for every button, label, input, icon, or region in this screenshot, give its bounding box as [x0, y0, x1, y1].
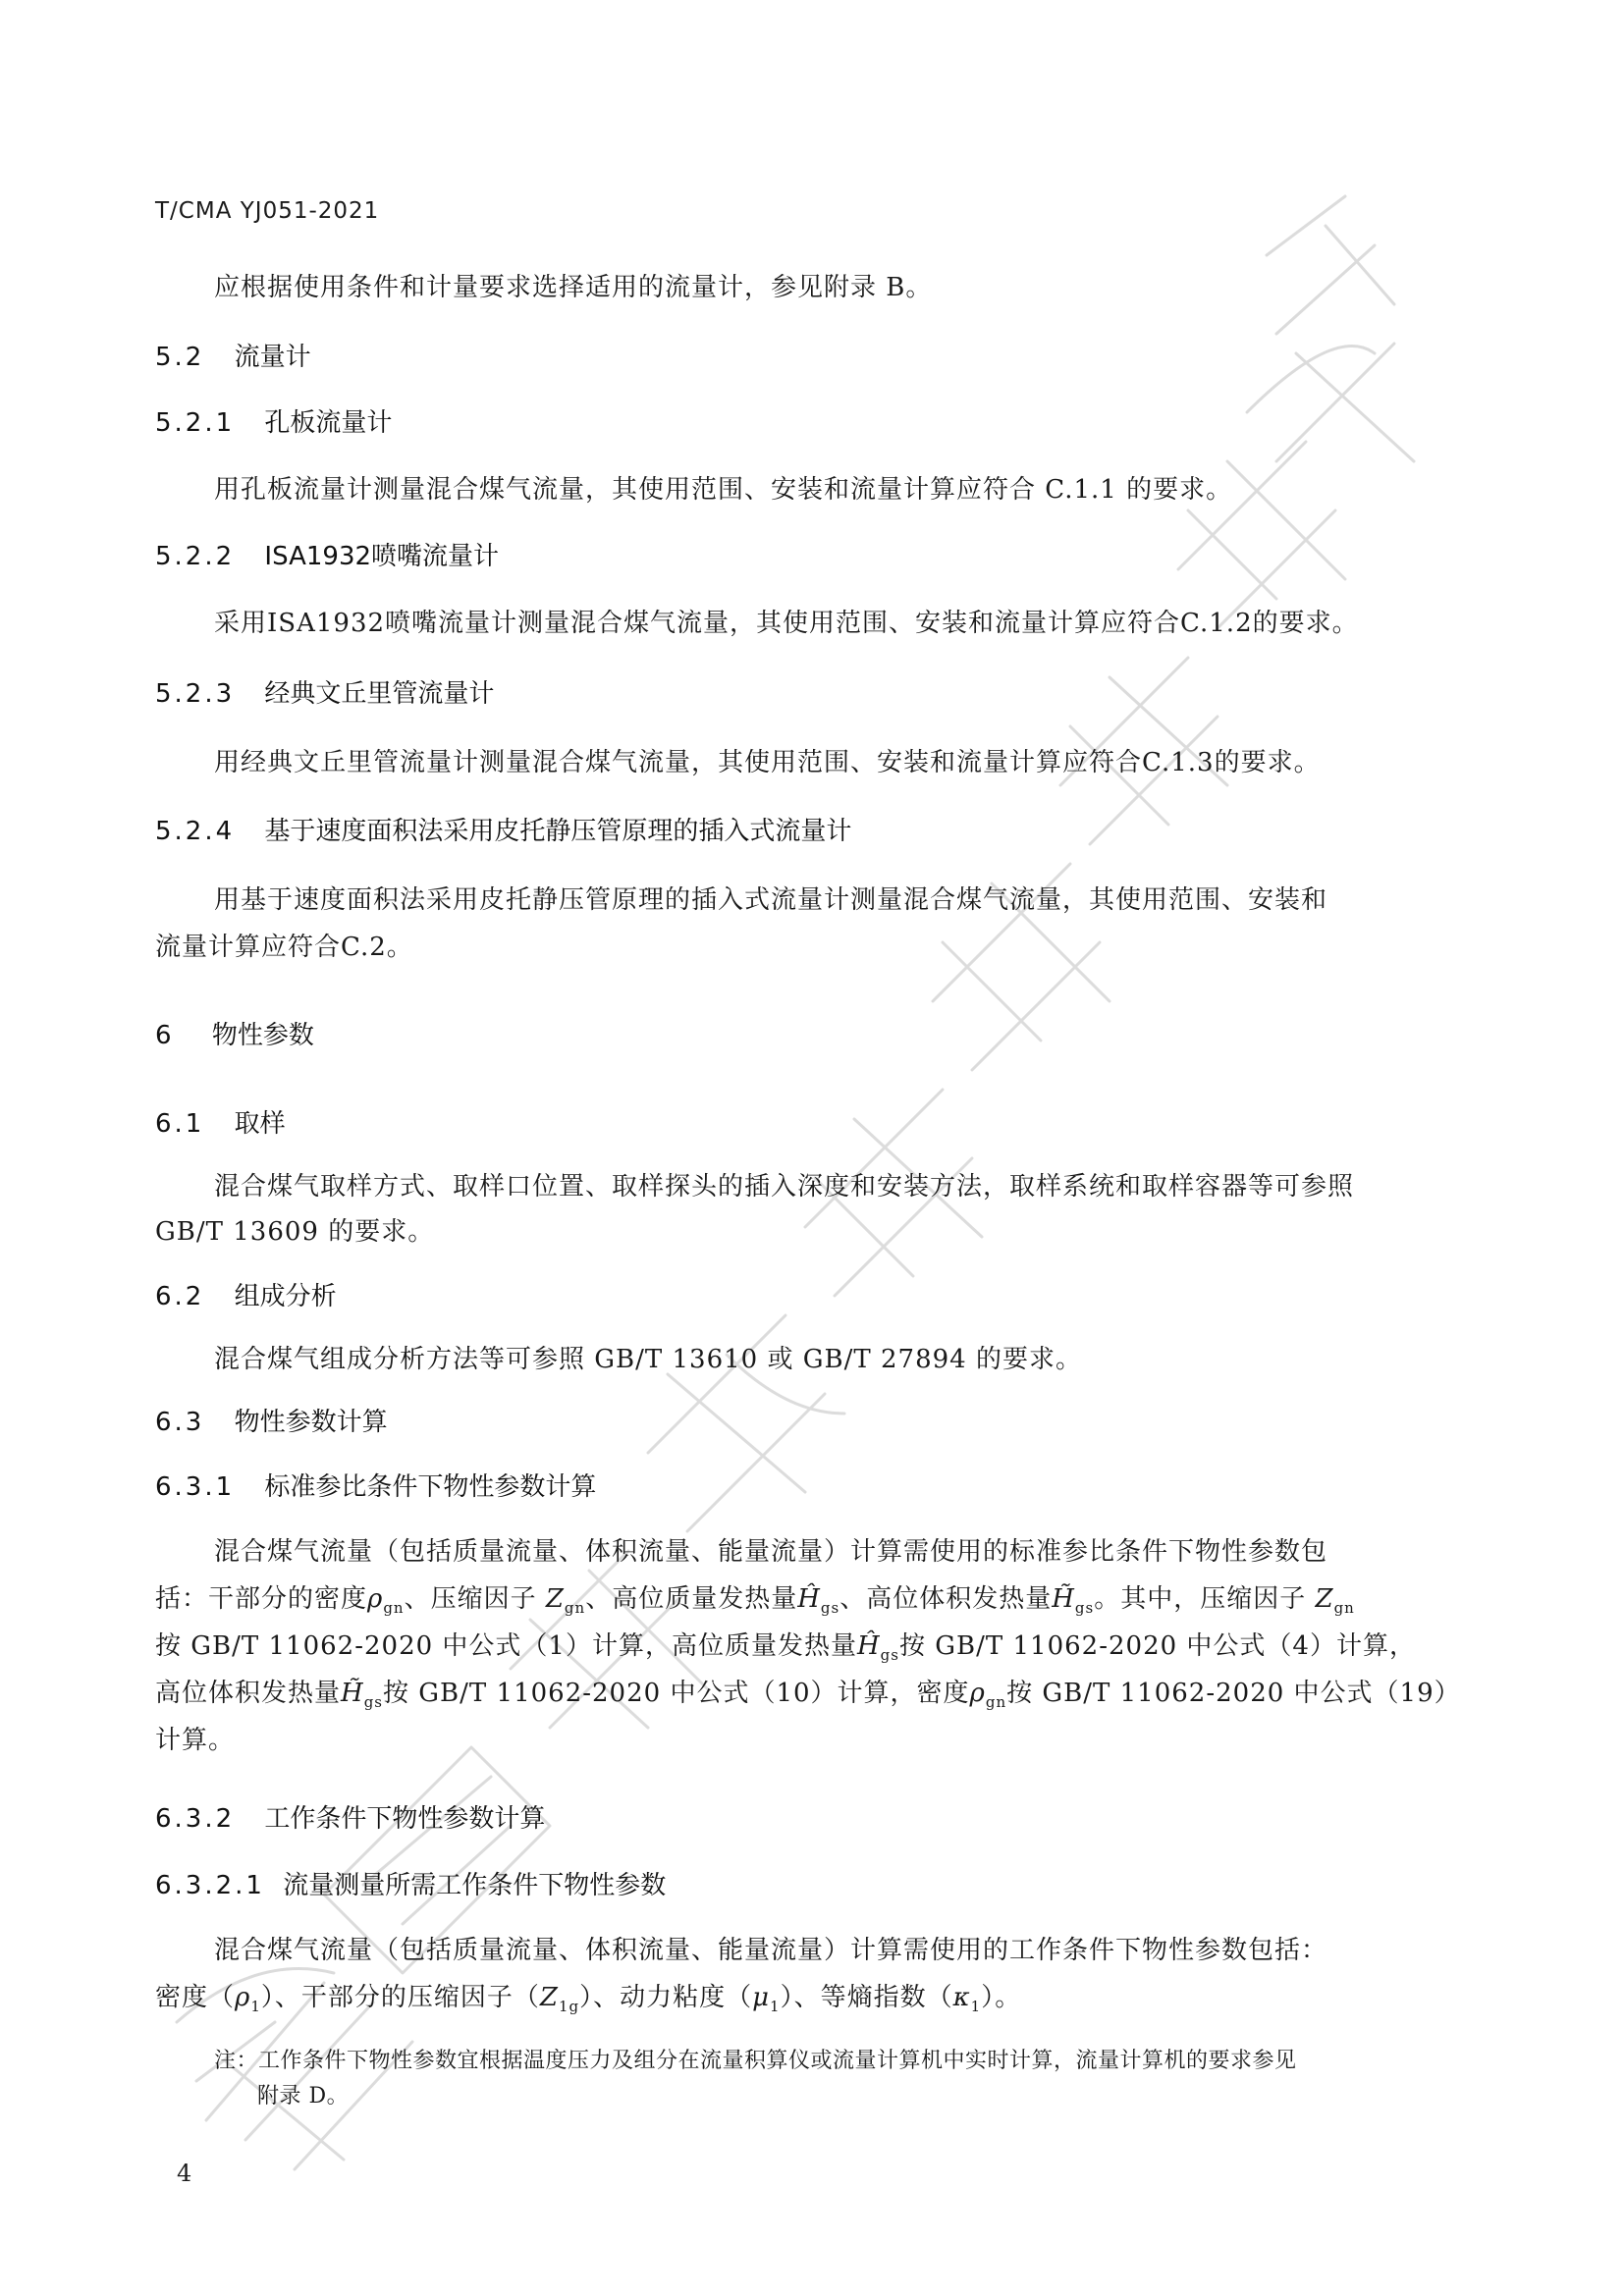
text-fragment: 、高位体积发热量	[839, 1584, 1053, 1614]
section-6-3-2-1-line2	[155, 1977, 1021, 2015]
intro-paragraph: 应根据使用条件和计量要求选择适用的流量计，参见附录 B。	[214, 273, 933, 302]
note-text: 工作条件下物性参数宜根据温度压力及组分在流量积算仪或流量计算机中实时计算，流量计算机的要求参见	[258, 2049, 1297, 2073]
section-6-3-2-1-heading	[155, 1865, 666, 1901]
section-number: 5.2	[155, 343, 205, 372]
symbol-subscript: gs	[363, 1693, 384, 1712]
symbol-char: ρ	[969, 1679, 986, 1708]
section-number: 5.2.1	[155, 408, 236, 438]
text-fragment: 按 GB/T 11062-2020 中公式（1）计算，高位质量发热量	[155, 1631, 857, 1661]
section-title: 工作条件下物性参数计算	[264, 1804, 546, 1834]
section-number: 6.3.2.1	[155, 1871, 265, 1900]
symbol-h-tilde	[1052, 1584, 1095, 1618]
symbol-char: κ	[952, 1983, 971, 2012]
symbol-char: μ	[752, 1983, 771, 2012]
symbol-char: H̃	[1052, 1584, 1075, 1614]
text-fragment: 。其中，压缩因子	[1094, 1584, 1316, 1614]
symbol-subscript: gn	[985, 1693, 1007, 1712]
section-5-2-1-heading	[155, 402, 392, 439]
text-fragment: ）、等熵指数（	[780, 1983, 953, 2012]
section-6-1-text-line1: 混合煤气取样方式、取样口位置、取样探头的插入深度和安装方法，取样系统和取样容器等可参照	[214, 1172, 1355, 1201]
symbol-subscript: gn	[383, 1599, 405, 1618]
section-5-2-4-text-line1: 用基于速度面积法采用皮托静压管原理的插入式流量计测量混合煤气流量，其使用范围、安装和	[214, 885, 1328, 915]
section-5-2-3-heading	[155, 673, 494, 710]
section-6-3-1-line2	[155, 1578, 1355, 1617]
section-6-3-1-line4	[155, 1673, 1461, 1711]
section-number: 5.2.2	[155, 542, 236, 571]
section-title: 流量计	[234, 343, 311, 372]
symbol-subscript: gs	[880, 1646, 899, 1665]
text-fragment: 密度（	[155, 1983, 236, 2012]
symbol-char: ρ	[235, 1983, 251, 2012]
section-number: 6.2	[155, 1282, 205, 1311]
section-number: 6.1	[155, 1109, 205, 1139]
section-6-2-heading	[155, 1276, 337, 1312]
symbol-char: Z	[1315, 1584, 1334, 1614]
section-5-2-2-text: 采用ISA1932喷嘴流量计测量混合煤气流量，其使用范围、安装和流量计算应符合C.1.2的要求。	[214, 609, 1359, 638]
section-title: 取样	[234, 1109, 286, 1139]
symbol-h-hat	[856, 1631, 899, 1665]
symbol-char: H̃	[341, 1679, 364, 1708]
section-5-2-3-text: 用经典文丘里管流量计测量混合煤气流量，其使用范围、安装和流量计算应符合C.1.3的要求。	[214, 748, 1321, 777]
symbol-subscript: gn	[1333, 1599, 1355, 1618]
text-fragment: ）、动力粘度（	[579, 1983, 753, 2012]
symbol-char: Ĥ	[797, 1584, 821, 1614]
section-number: 5.2.3	[155, 679, 236, 709]
symbol-h-hat	[797, 1584, 840, 1618]
text-fragment: 按 GB/T 11062-2020 中公式（4）计算，	[898, 1631, 1416, 1661]
symbol-char: Z	[539, 1983, 559, 2012]
section-6-1-text-line2: GB/T 13609 的要求。	[155, 1217, 435, 1247]
symbol-char: Z	[545, 1584, 565, 1614]
document-code: T/CMA YJ051-2021	[155, 198, 380, 224]
section-5-2-2-heading	[155, 536, 499, 572]
note-label: 注：	[214, 2049, 259, 2073]
section-title: 组成分析	[234, 1282, 337, 1311]
section-title: 标准参比条件下物性参数计算	[264, 1472, 597, 1502]
section-5-2-4-heading	[155, 811, 851, 847]
text-fragment: 高位体积发热量	[155, 1679, 342, 1708]
section-6-1-heading	[155, 1103, 286, 1140]
symbol-subscript: 1	[770, 1998, 781, 2016]
section-title: 基于速度面积法采用皮托静压管原理的插入式流量计	[264, 817, 852, 846]
section-6-3-2-heading	[155, 1798, 545, 1835]
section-number: 5.2.4	[155, 817, 236, 846]
text-fragment: 按 GB/T 11062-2020 中公式（10）计算，密度	[383, 1679, 970, 1708]
symbol-kappa	[952, 1983, 982, 2016]
text-fragment: 、高位质量发热量	[585, 1584, 798, 1614]
section-6-3-1-line5: 计算。	[155, 1726, 236, 1755]
symbol-char: ρ	[367, 1584, 384, 1614]
section-6-3-1-line3	[155, 1626, 1416, 1664]
section-5-2-1-text: 用孔板流量计测量混合煤气流量，其使用范围、安装和流量计算应符合 C.1.1 的要求。	[214, 475, 1233, 505]
note-line1	[214, 2044, 1297, 2074]
section-6-3-1-line1: 混合煤气流量（包括质量流量、体积流量、能量流量）计算需使用的标准参比条件下物性参数包	[214, 1537, 1328, 1567]
section-title: ISA1932喷嘴流量计	[264, 542, 500, 571]
symbol-rho	[969, 1679, 1007, 1712]
section-6-2-text: 混合煤气组成分析方法等可参照 GB/T 13610 或 GB/T 27894 的要求。	[214, 1345, 1082, 1374]
text-fragment: 、压缩因子	[404, 1584, 546, 1614]
symbol-subscript: gs	[1074, 1599, 1095, 1618]
text-fragment: ）、干部分的压缩因子（	[260, 1983, 540, 2012]
symbol-z	[1315, 1584, 1355, 1618]
symbol-subscript: 1	[970, 1998, 982, 2016]
text-fragment: 括：干部分的密度	[155, 1584, 368, 1614]
text-fragment: 按 GB/T 11062-2020 中公式（19）	[1006, 1679, 1461, 1708]
text-fragment: ）。	[981, 1983, 1022, 2012]
section-title: 孔板流量计	[264, 408, 393, 438]
section-title: 经典文丘里管流量计	[264, 679, 495, 709]
section-title: 物性参数	[211, 1021, 314, 1050]
note-line2: 附录 D。	[257, 2084, 350, 2109]
symbol-subscript: gn	[564, 1599, 586, 1618]
symbol-subscript: 1g	[558, 1998, 580, 2016]
section-5-2-heading	[155, 337, 311, 373]
symbol-rho	[235, 1983, 261, 2016]
section-number: 6	[155, 1021, 175, 1050]
symbol-z	[545, 1584, 586, 1618]
section-6-3-1-heading	[155, 1467, 596, 1503]
section-6-3-heading	[155, 1402, 388, 1438]
section-6-heading	[155, 1015, 314, 1051]
section-title: 流量测量所需工作条件下物性参数	[283, 1871, 667, 1900]
section-5-2-4-text-line2: 流量计算应符合C.2。	[155, 933, 413, 962]
section-title: 物性参数计算	[234, 1408, 388, 1437]
section-6-3-2-1-line1: 混合煤气流量（包括质量流量、体积流量、能量流量）计算需使用的工作条件下物性参数包括：	[214, 1936, 1328, 1965]
symbol-subscript: gs	[820, 1599, 840, 1618]
symbol-mu	[752, 1983, 781, 2016]
symbol-z	[539, 1983, 580, 2016]
section-number: 6.3.1	[155, 1472, 236, 1502]
symbol-rho	[367, 1584, 405, 1618]
section-number: 6.3.2	[155, 1804, 236, 1834]
symbol-subscript: 1	[250, 1998, 261, 2016]
section-number: 6.3	[155, 1408, 205, 1437]
page-number: 4	[177, 2160, 192, 2187]
symbol-char: Ĥ	[856, 1631, 881, 1661]
symbol-h-tilde	[341, 1679, 384, 1712]
